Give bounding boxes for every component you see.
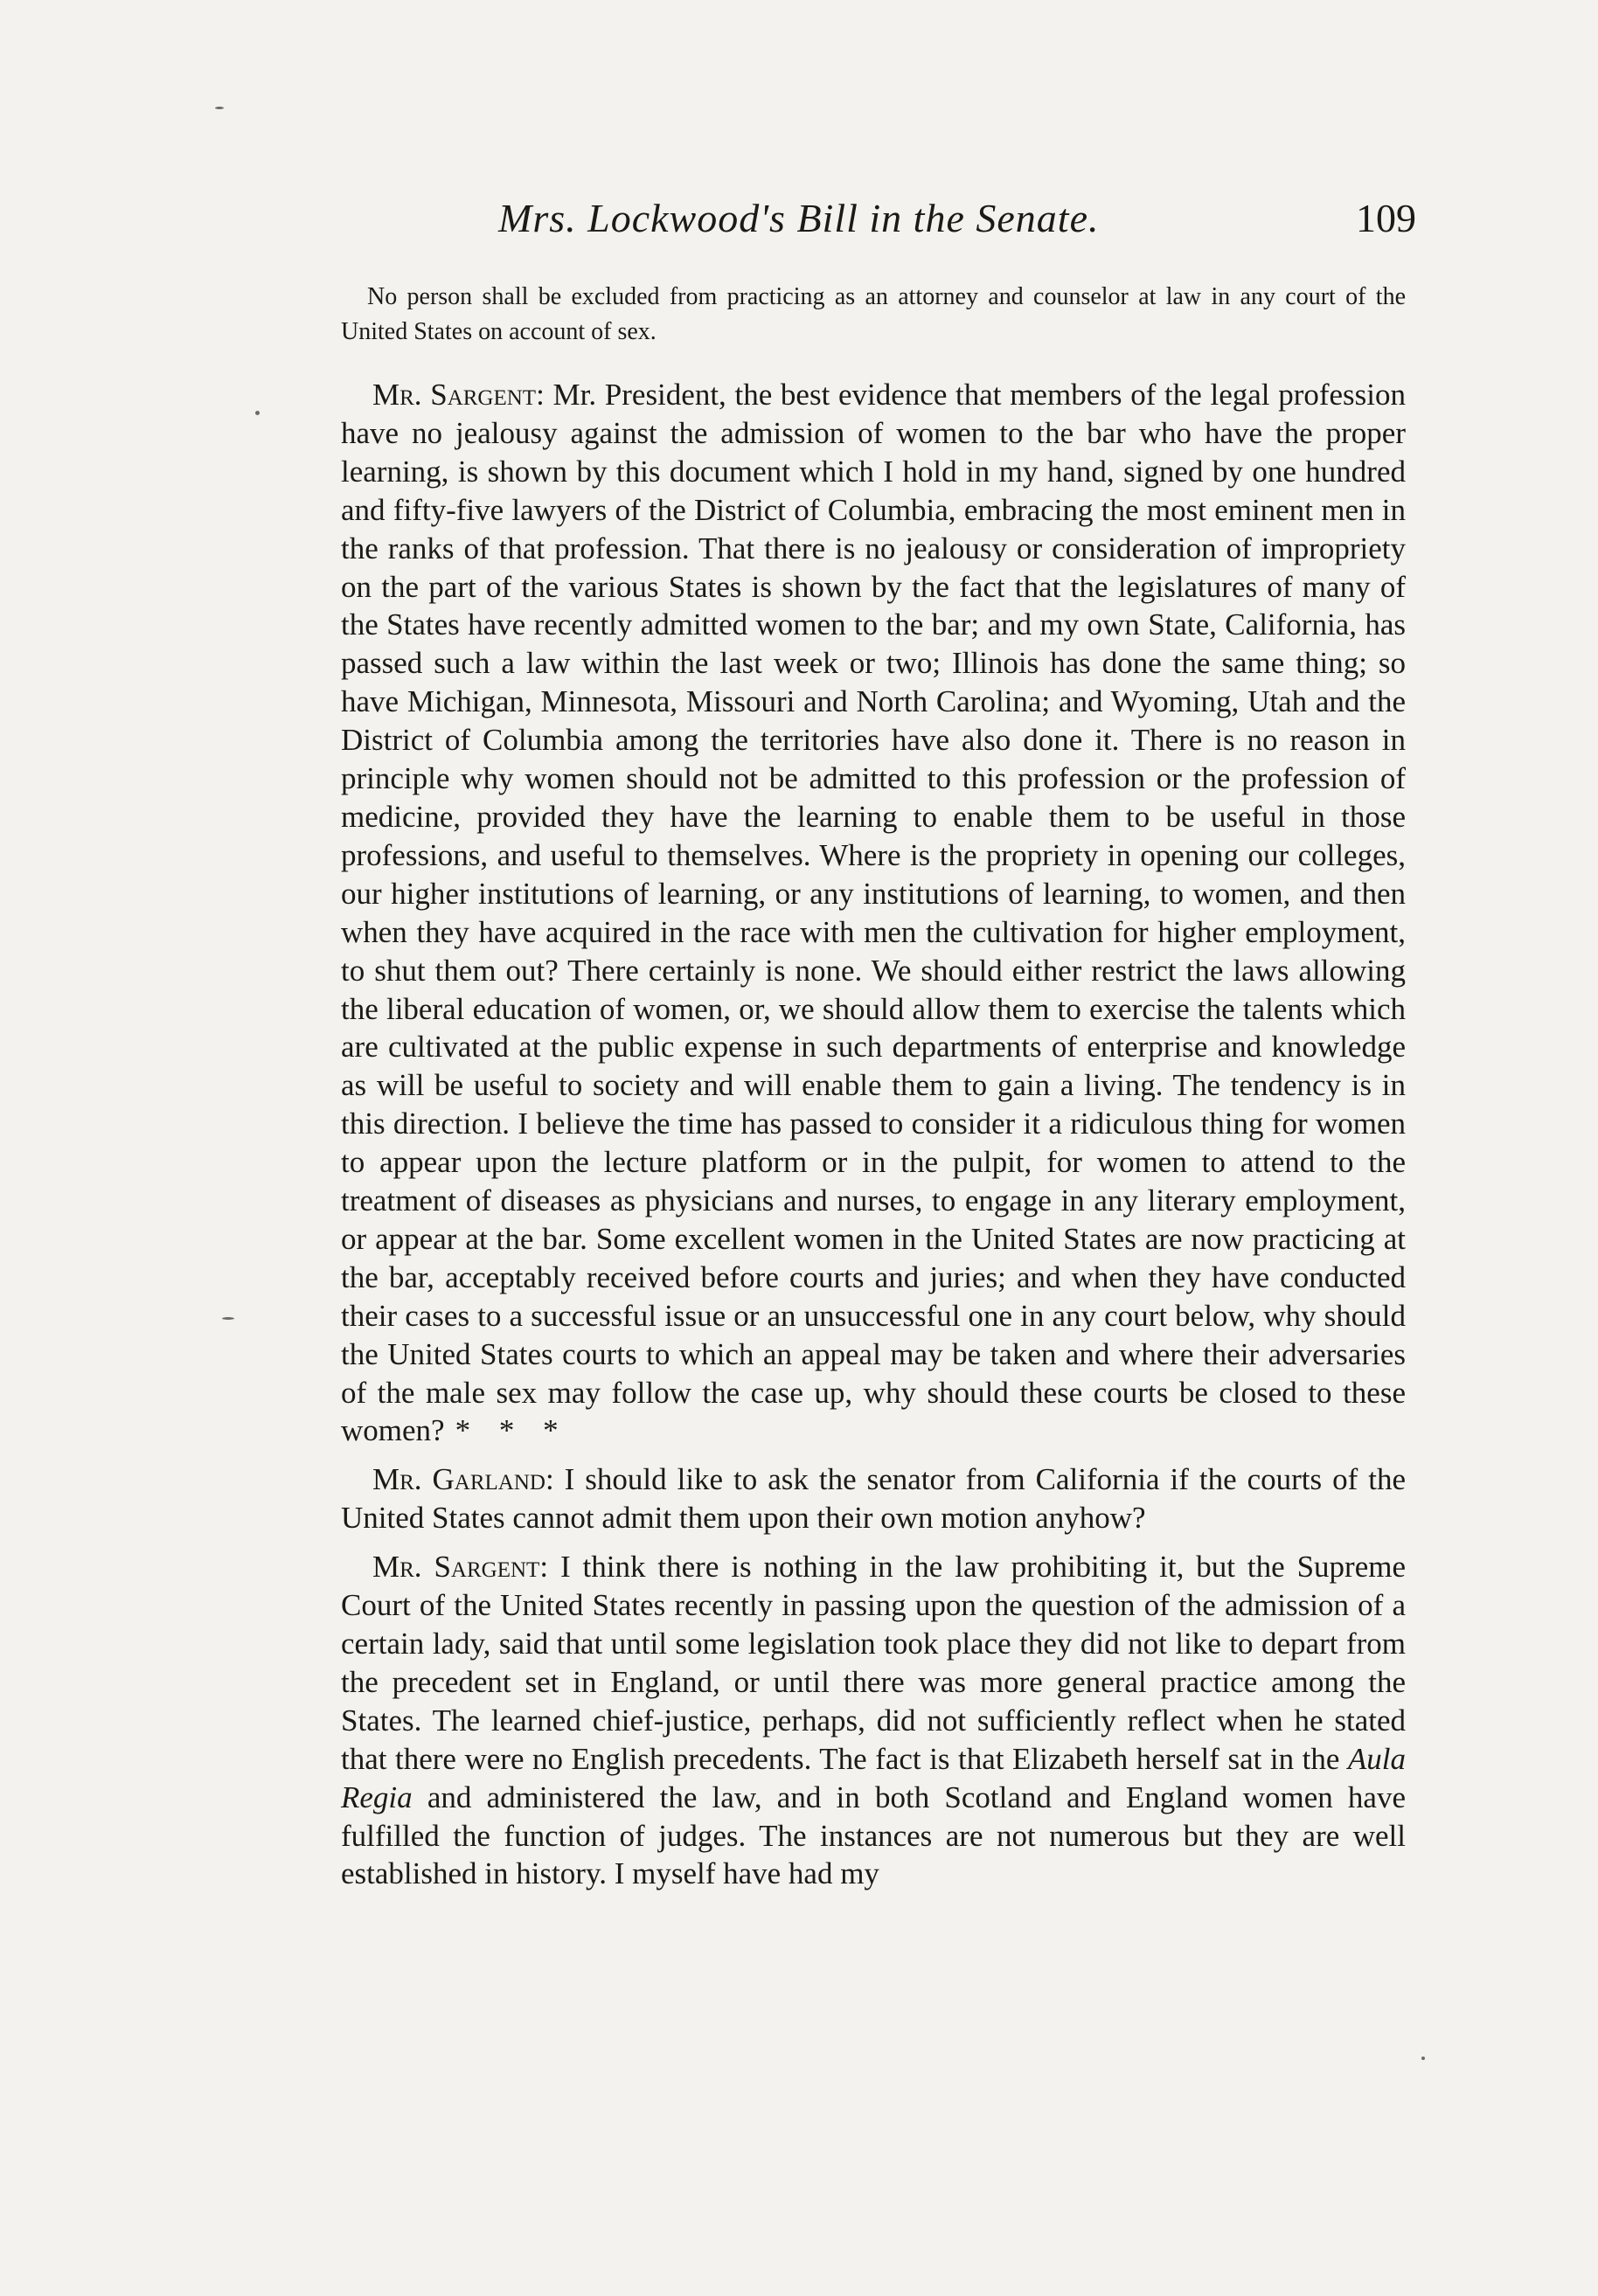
speech-text: Mr. President, the best evidence that members of the legal profession have no jealousy against the admission of women to the bar who have the proper learning, is shown by this document which I hold in my hand, signed by one hundred and fifty-five lawyers of the District of Columbia, embracing the most eminent men in the ranks of that profession. That there is no jealousy or consideration of impropriety on the part of the various States is shown by the fact that the legislatures of many of the States have recently admitted women to the bar; and my own State, California, has passed such a law within the last week or two; Illinois has done the same thing; so have Michigan, Minnesota, Missouri and North Carolina; and Wyoming, Utah and the District of Columbia among the territories have also done it. There is no reason in principle why women should not be admitted to this profession or the profession of medicine, provided they have the learning to enable them to be useful in those professions, and useful to themselves. Where is the propriety in opening our colleges, our higher institutions of learning, or any institutions of learning, to women, and then when they have acquired in the race with men the cultivation for higher employment, to shut them out? There certainly is none. We should either restrict the laws allowing the liberal education of women, or, we should allow them to exercise the talents which are cultivated at the public expense in such departments of enterprise and knowledge as will be useful to society and will enable them to gain a living. The tendency is in this direction. I believe the time has passed to consider it a ridiculous thing for women to appear upon the lecture platform or in the pulpit, for women to attend to the treatment of diseases as physicians and nurses, to engage in any literary employment, or appear at the bar. Some excellent women in the United States are now practicing at the bar, acceptably received before courts and juries; and when they have conducted their cases to a successful issue or an unsuccessful one in any court below, why should the United States courts to which an appeal may be taken and where their adversaries of the male sex may follow the case up, why should these courts be closed to these women? (341, 378, 1406, 1448)
scan-speck (215, 107, 224, 109)
speech-text: and administered the law, and in both Scotland and England women have fulfilled the function of judges. The instances are not numerous but they are well established in history. I myself have had my (341, 1779, 1407, 1891)
speaker-name: Mr. Sargent (372, 378, 537, 412)
italic-term: Aula Regia (341, 1741, 1407, 1814)
bill-text: No person shall be excluded from practicing as an attorney and counselor at law in any court of the United States on account of sex. (341, 283, 1406, 345)
running-title: Mrs. Lockwood's Bill in the Senate. (498, 196, 1100, 240)
ellipsis-stars: * * * (455, 1413, 569, 1448)
speech-text: I should like to ask the senator from California if the courts of the United States cannot admit them upon their own motion anyhow? (341, 1462, 1407, 1536)
speech-paragraph (341, 376, 1406, 1450)
scan-speck (255, 411, 260, 415)
scan-speck (222, 1317, 234, 1320)
page-body (341, 280, 1406, 1904)
speaker-separator: : (539, 1550, 560, 1585)
speech-paragraph (341, 1548, 1406, 1893)
speaker-name: Mr. Sargent (372, 1550, 540, 1585)
page-number: 109 (1356, 196, 1416, 240)
speaker-name: Mr. Garland (372, 1462, 545, 1497)
speaker-separator: : (536, 378, 553, 412)
speech-paragraph (341, 1460, 1406, 1537)
speech-text: I think there is nothing in the law prohibiting it, but the Supreme Court of the United States recently in passing upon the question of the admission of a certain lady, said that until some legislation took place they did not like to depart from the precedent set in England, or until there was more general practice among the States. The learned chief-justice, perhaps, did not sufficiently reflect when he stated that there were no English precedents. The fact is that Elizabeth herself sat in the (341, 1550, 1407, 1776)
speaker-separator: : (545, 1462, 565, 1497)
page-header (341, 192, 1416, 262)
scan-speck (1421, 2057, 1425, 2060)
